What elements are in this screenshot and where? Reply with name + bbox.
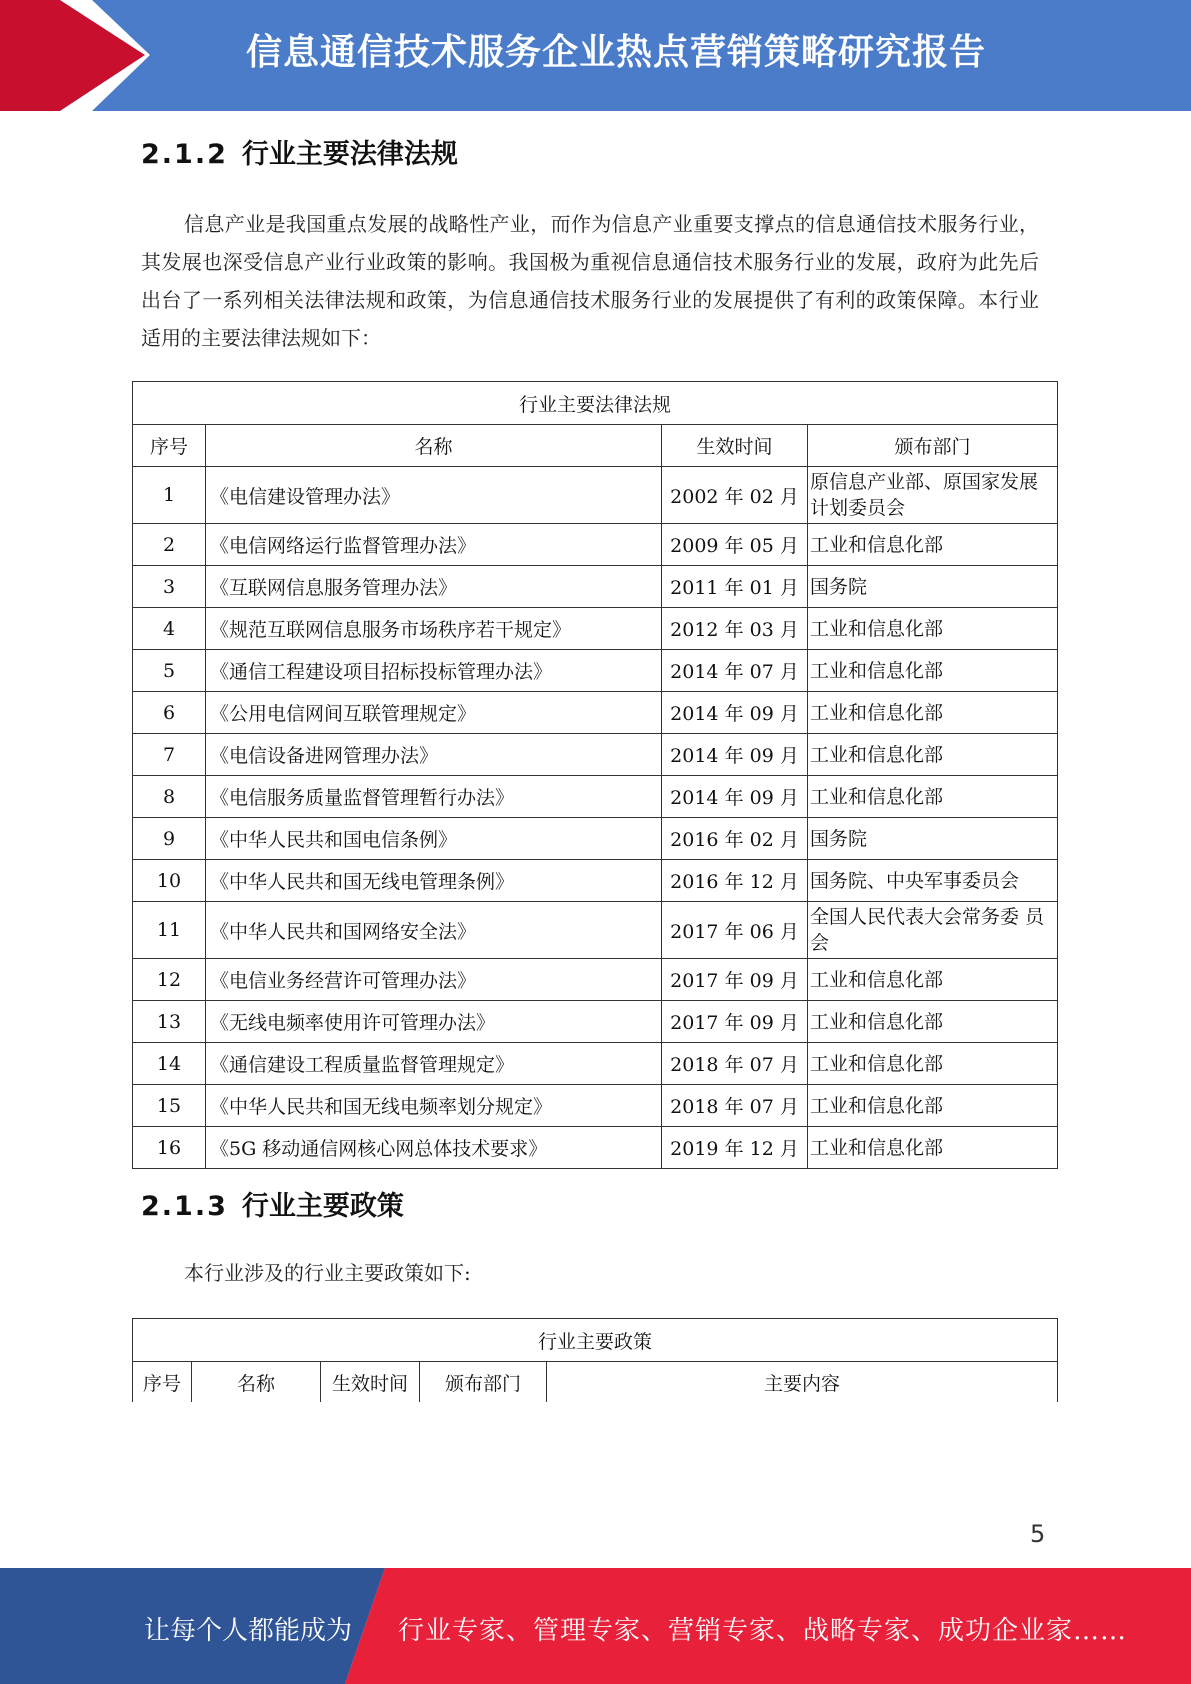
law-effective-date: 2012 年 03 月 [662, 608, 808, 650]
law-number: 8 [133, 776, 206, 818]
column-header-name: 名称 [206, 425, 662, 467]
table-row [133, 860, 1058, 902]
table-row [133, 734, 1058, 776]
intro-paragraph: 信息产业是我国重点发展的战略性产业，而作为信息产业重要支撑点的信息通信技术服务行业，其发展也深受信息产业行业政策的影响。我国极为重视信息通信技术服务行业的发展，政府为此先后出台了一系列相关法律法规和政策，为信息通信技术服务行业的发展提供了有利的政策保障。本行业适用的主要法律法规如下： [141, 212, 1039, 350]
table-row [133, 902, 1058, 959]
law-effective-date: 2014 年 09 月 [662, 776, 808, 818]
law-effective-date: 2014 年 07 月 [662, 650, 808, 692]
section-title: 行业主要法律法规 [241, 139, 458, 170]
law-issuing-department: 工业和信息化部 [808, 1043, 1058, 1085]
law-issuing-department: 工业和信息化部 [808, 1127, 1058, 1169]
law-number: 9 [133, 818, 206, 860]
column-header-content: 主要内容 [547, 1362, 1058, 1403]
law-number: 1 [133, 467, 206, 524]
section-heading-policies [141, 1184, 404, 1223]
law-name: 《通信建设工程质量监督管理规定》 [206, 1043, 662, 1085]
table-row [133, 1127, 1058, 1169]
law-effective-date: 2018 年 07 月 [662, 1085, 808, 1127]
column-header-no: 序号 [133, 425, 206, 467]
law-number: 3 [133, 566, 206, 608]
header-banner [0, 0, 1191, 111]
law-issuing-department: 国务院 [808, 818, 1058, 860]
law-issuing-department: 全国人民代表大会常务委 员会 [808, 902, 1058, 959]
table-row [133, 1043, 1058, 1085]
column-header-dept: 颁布部门 [808, 425, 1058, 467]
footer-banner [0, 1568, 1191, 1684]
law-number: 12 [133, 959, 206, 1001]
table-row [133, 524, 1058, 566]
law-number: 6 [133, 692, 206, 734]
table-row [133, 692, 1058, 734]
law-issuing-department: 工业和信息化部 [808, 776, 1058, 818]
law-name: 《中华人民共和国无线电管理条例》 [206, 860, 662, 902]
column-header-name: 名称 [192, 1362, 321, 1403]
law-number: 5 [133, 650, 206, 692]
law-number: 2 [133, 524, 206, 566]
section-title: 行业主要政策 [241, 1191, 404, 1222]
law-issuing-department: 工业和信息化部 [808, 608, 1058, 650]
law-issuing-department: 国务院、中央军事委员会 [808, 860, 1058, 902]
law-number: 11 [133, 902, 206, 959]
section-heading-laws [141, 132, 458, 171]
law-name: 《中华人民共和国网络安全法》 [206, 902, 662, 959]
law-name: 《无线电频率使用许可管理办法》 [206, 1001, 662, 1043]
table-row [133, 1001, 1058, 1043]
column-header-date: 生效时间 [321, 1362, 420, 1403]
table-row [133, 776, 1058, 818]
law-effective-date: 2018 年 07 月 [662, 1043, 808, 1085]
law-name: 《电信网络运行监督管理办法》 [206, 524, 662, 566]
law-effective-date: 2009 年 05 月 [662, 524, 808, 566]
section-number: 2.1.2 [141, 139, 228, 170]
law-name: 《中华人民共和国无线电频率划分规定》 [206, 1085, 662, 1127]
law-number: 15 [133, 1085, 206, 1127]
table-row [133, 650, 1058, 692]
law-issuing-department: 国务院 [808, 566, 1058, 608]
law-number: 7 [133, 734, 206, 776]
table-caption: 行业主要政策 [133, 1319, 1058, 1362]
law-effective-date: 2017 年 09 月 [662, 1001, 808, 1043]
policy-intro-paragraph: 本行业涉及的行业主要政策如下: [184, 1261, 471, 1285]
law-effective-date: 2002 年 02 月 [662, 467, 808, 524]
report-title: 信息通信技术服务企业热点营销策略研究报告 [246, 32, 987, 73]
law-issuing-department: 工业和信息化部 [808, 524, 1058, 566]
law-issuing-department: 工业和信息化部 [808, 692, 1058, 734]
law-effective-date: 2017 年 06 月 [662, 902, 808, 959]
law-effective-date: 2014 年 09 月 [662, 734, 808, 776]
law-number: 4 [133, 608, 206, 650]
page-number: 5 [1030, 1520, 1046, 1548]
policies-table [132, 1318, 1058, 1402]
law-issuing-department: 工业和信息化部 [808, 650, 1058, 692]
law-name: 《电信建设管理办法》 [206, 467, 662, 524]
law-name: 《电信设备进网管理办法》 [206, 734, 662, 776]
table-row [133, 959, 1058, 1001]
law-number: 13 [133, 1001, 206, 1043]
column-header-date: 生效时间 [662, 425, 808, 467]
law-name: 《规范互联网信息服务市场秩序若干规定》 [206, 608, 662, 650]
law-name: 《5G 移动通信网核心网总体技术要求》 [206, 1127, 662, 1169]
law-name: 《电信业务经营许可管理办法》 [206, 959, 662, 1001]
laws-table [132, 381, 1058, 1169]
law-effective-date: 2019 年 12 月 [662, 1127, 808, 1169]
law-number: 16 [133, 1127, 206, 1169]
table-caption: 行业主要法律法规 [133, 382, 1058, 425]
law-issuing-department: 工业和信息化部 [808, 734, 1058, 776]
footer-slogan-left: 让每个人都能成为 [144, 1616, 353, 1646]
law-effective-date: 2016 年 02 月 [662, 818, 808, 860]
law-name: 《互联网信息服务管理办法》 [206, 566, 662, 608]
law-name: 《中华人民共和国电信条例》 [206, 818, 662, 860]
table-row [133, 566, 1058, 608]
law-name: 《通信工程建设项目招标投标管理办法》 [206, 650, 662, 692]
law-issuing-department: 原信息产业部、原国家发展计划委员会 [808, 467, 1058, 524]
law-effective-date: 2016 年 12 月 [662, 860, 808, 902]
law-issuing-department: 工业和信息化部 [808, 1001, 1058, 1043]
law-issuing-department: 工业和信息化部 [808, 959, 1058, 1001]
law-number: 14 [133, 1043, 206, 1085]
section-number: 2.1.3 [141, 1191, 228, 1222]
table-row [133, 467, 1058, 524]
law-number: 10 [133, 860, 206, 902]
law-effective-date: 2011 年 01 月 [662, 566, 808, 608]
law-effective-date: 2014 年 09 月 [662, 692, 808, 734]
law-effective-date: 2017 年 09 月 [662, 959, 808, 1001]
column-header-no: 序号 [133, 1362, 192, 1403]
table-row [133, 608, 1058, 650]
law-name: 《电信服务质量监督管理暂行办法》 [206, 776, 662, 818]
table-row [133, 1085, 1058, 1127]
law-name: 《公用电信网间互联管理规定》 [206, 692, 662, 734]
footer-slogan-right: 行业专家、管理专家、营销专家、战略专家、成功企业家…… [398, 1616, 1128, 1646]
law-issuing-department: 工业和信息化部 [808, 1085, 1058, 1127]
column-header-dept: 颁布部门 [420, 1362, 547, 1403]
table-row [133, 818, 1058, 860]
